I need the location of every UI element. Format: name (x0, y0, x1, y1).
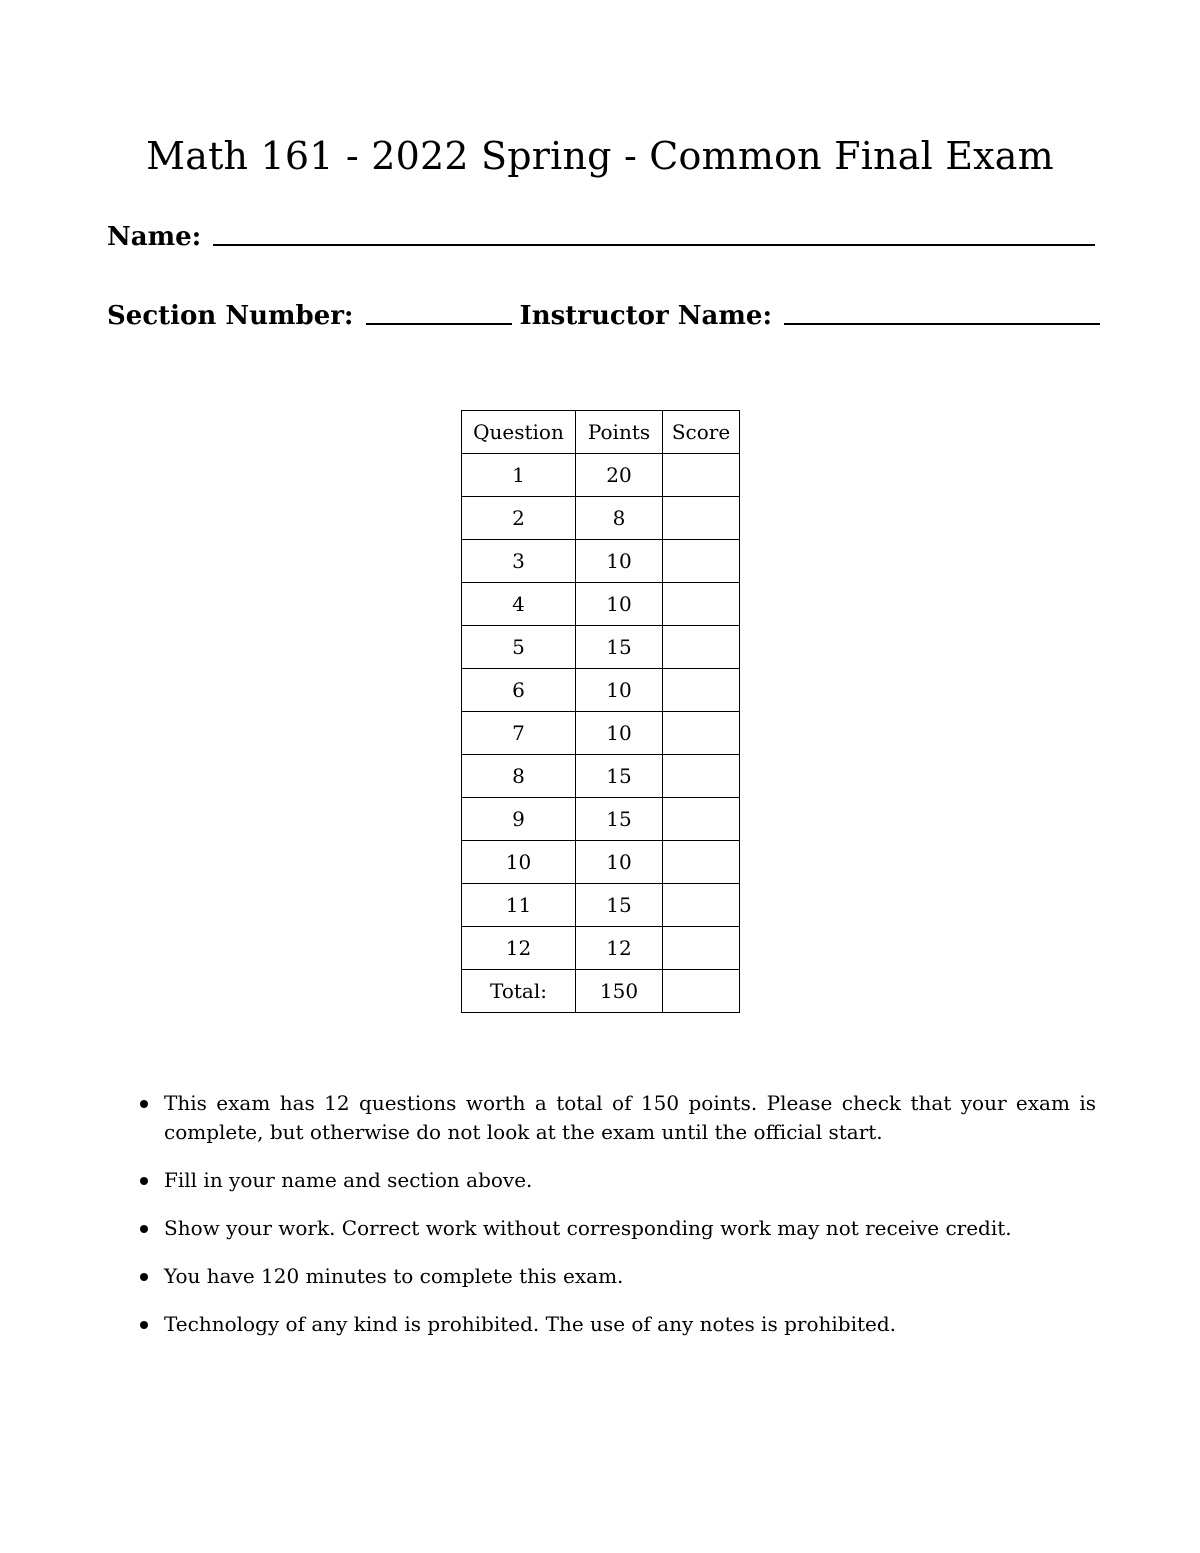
header-points: Points (576, 411, 663, 454)
name-field-row (107, 222, 1095, 252)
table-row (462, 884, 740, 927)
instruction-text: Show your work. Correct work without corresponding work may not receive credit. (164, 1216, 1012, 1240)
question-points: 20 (576, 454, 663, 497)
question-number: 7 (462, 712, 576, 755)
question-score (663, 497, 740, 540)
total-row (462, 970, 740, 1013)
question-number: 8 (462, 755, 576, 798)
total-score (663, 970, 740, 1013)
question-points: 10 (576, 669, 663, 712)
bullet-icon (140, 1177, 148, 1185)
total-points: 150 (576, 970, 663, 1013)
question-score (663, 454, 740, 497)
name-label: Name: (107, 222, 202, 252)
header-question: Question (462, 411, 576, 454)
question-number: 4 (462, 583, 576, 626)
table-row (462, 540, 740, 583)
section-instructor-row (107, 301, 1100, 331)
instruction-text: This exam has 12 questions worth a total of 150 points. Please check that your exam is complete, but otherwise do not look at the exam until the official start. (164, 1091, 1096, 1144)
question-score (663, 927, 740, 970)
question-number: 9 (462, 798, 576, 841)
instruction-item (136, 1089, 1096, 1147)
instruction-text: Technology of any kind is prohibited. The use of any notes is prohibited. (164, 1312, 896, 1336)
section-number-label: Section Number: (107, 301, 354, 331)
instruction-item (136, 1262, 1096, 1291)
question-number: 5 (462, 626, 576, 669)
table-row (462, 755, 740, 798)
question-number: 11 (462, 884, 576, 927)
question-score (663, 755, 740, 798)
table-row (462, 454, 740, 497)
question-score (663, 712, 740, 755)
table-row (462, 626, 740, 669)
table-row (462, 669, 740, 712)
section-number-blank-line[interactable] (366, 323, 512, 325)
instructor-name-blank-line[interactable] (784, 323, 1100, 325)
instructor-name-label: Instructor Name: (519, 301, 773, 331)
instruction-text: Fill in your name and section above. (164, 1168, 533, 1192)
question-number: 2 (462, 497, 576, 540)
question-number: 3 (462, 540, 576, 583)
question-number: 6 (462, 669, 576, 712)
exam-title: Math 161 - 2022 Spring - Common Final Exam (146, 134, 1054, 178)
question-points: 10 (576, 540, 663, 583)
question-score (663, 626, 740, 669)
bullet-icon (140, 1225, 148, 1233)
question-points: 15 (576, 798, 663, 841)
table-row (462, 712, 740, 755)
question-score (663, 884, 740, 927)
table-row (462, 927, 740, 970)
bullet-icon (140, 1100, 148, 1108)
score-table (461, 410, 740, 1013)
name-blank-line[interactable] (213, 244, 1095, 246)
question-score (663, 841, 740, 884)
question-points: 12 (576, 927, 663, 970)
question-points: 10 (576, 712, 663, 755)
question-points: 15 (576, 884, 663, 927)
instruction-item (136, 1166, 1096, 1195)
instruction-item (136, 1214, 1096, 1243)
table-row (462, 841, 740, 884)
bullet-icon (140, 1321, 148, 1329)
question-score (663, 540, 740, 583)
question-score (663, 583, 740, 626)
question-points: 10 (576, 583, 663, 626)
question-score (663, 669, 740, 712)
bullet-icon (140, 1273, 148, 1281)
table-row (462, 497, 740, 540)
total-label: Total: (462, 970, 576, 1013)
question-number: 1 (462, 454, 576, 497)
instruction-text: You have 120 minutes to complete this exam. (164, 1264, 624, 1288)
question-points: 10 (576, 841, 663, 884)
table-row (462, 583, 740, 626)
question-points: 15 (576, 755, 663, 798)
question-number: 12 (462, 927, 576, 970)
header-score: Score (663, 411, 740, 454)
question-score (663, 798, 740, 841)
question-number: 10 (462, 841, 576, 884)
question-points: 8 (576, 497, 663, 540)
instructions-list (136, 1089, 1096, 1358)
question-points: 15 (576, 626, 663, 669)
table-row (462, 798, 740, 841)
score-table-header-row (462, 411, 740, 454)
instruction-item (136, 1310, 1096, 1339)
